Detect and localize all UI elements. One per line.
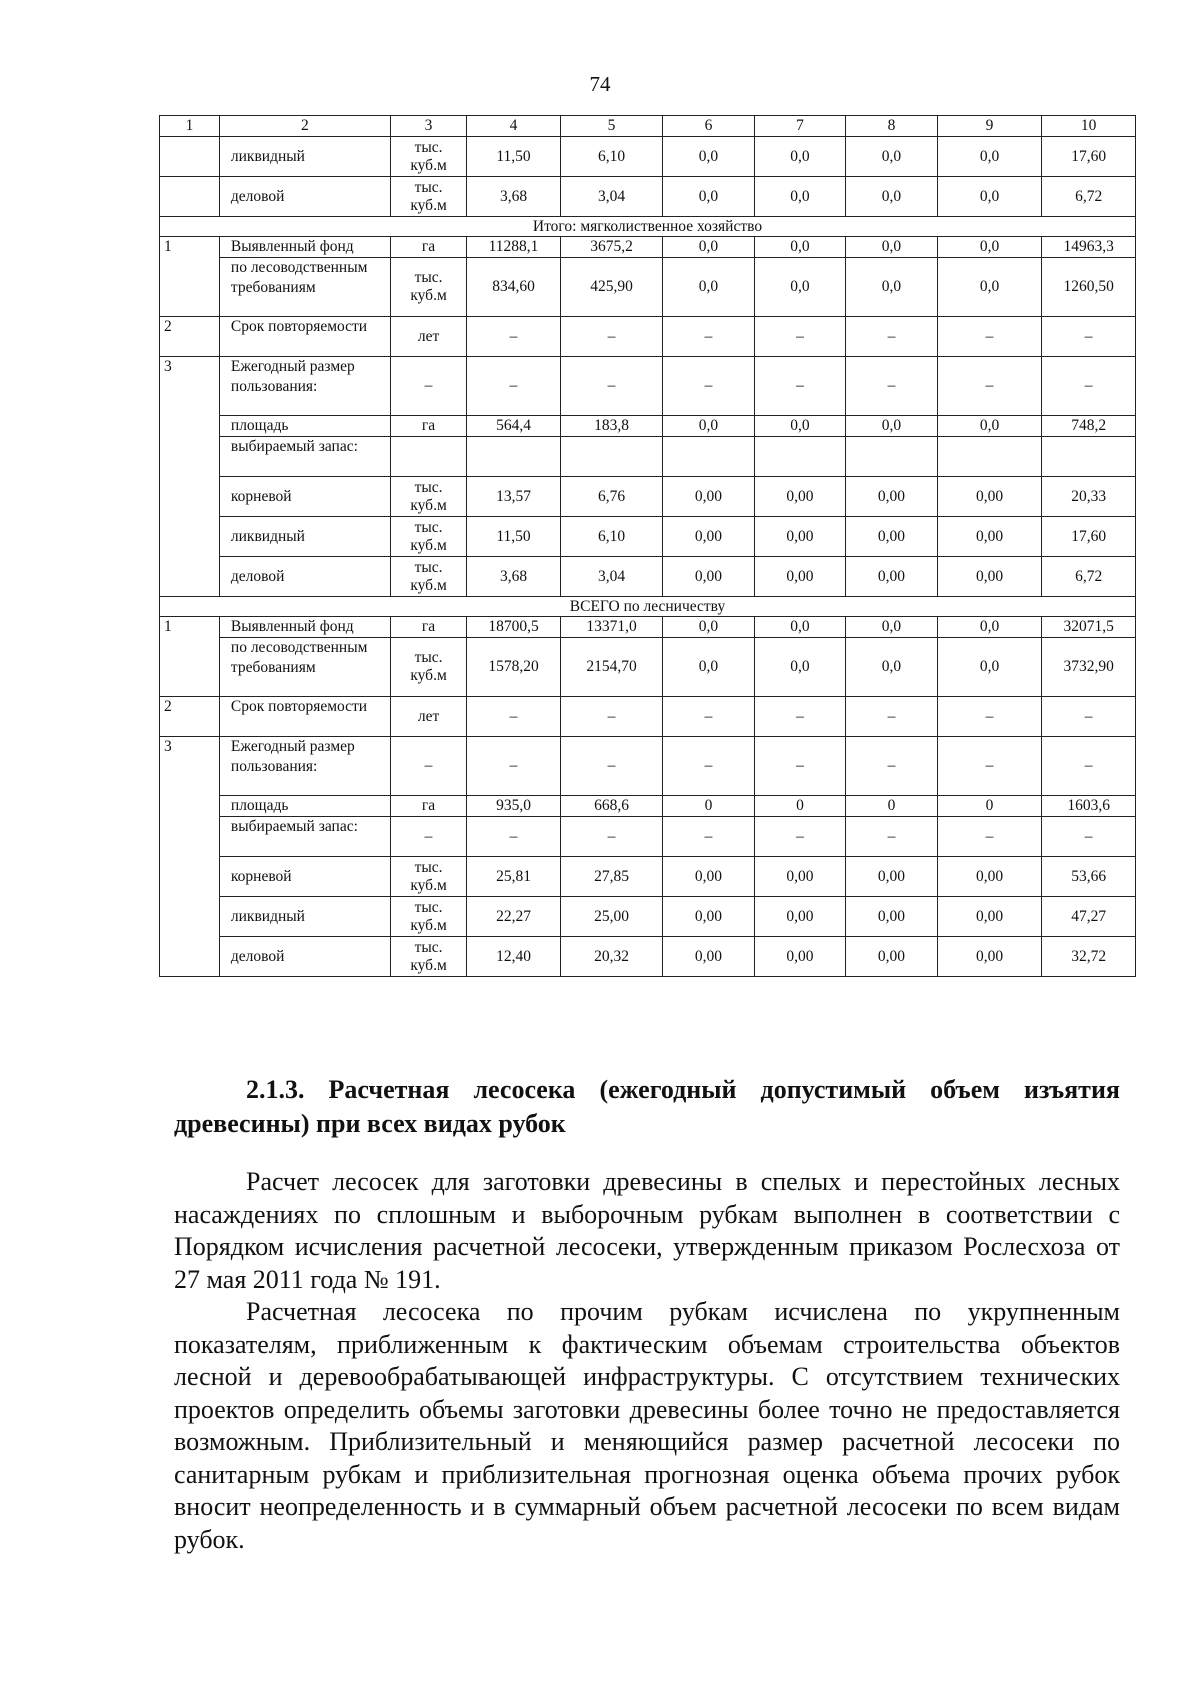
table-cell: 0,00	[663, 897, 755, 937]
table-cell: –	[663, 817, 755, 857]
table-cell: 0,0	[663, 258, 755, 317]
table-cell: 6,10	[560, 517, 662, 557]
table-cell: 0,00	[937, 857, 1042, 897]
table-row	[160, 796, 1136, 817]
table-cell	[467, 437, 561, 477]
table-row	[160, 697, 1136, 737]
table-cell: 3,04	[560, 557, 662, 597]
table-cell: 0,00	[663, 477, 755, 517]
table-cell: 0,00	[937, 897, 1042, 937]
table-cell: 0,00	[754, 557, 846, 597]
table-cell: –	[560, 817, 662, 857]
unit-cell: –	[390, 737, 466, 796]
table-cell: 0,00	[846, 557, 938, 597]
unit-cell: тыс. куб.м	[390, 638, 466, 697]
page-number: 74	[589, 72, 611, 96]
table-cell: 0,00	[663, 517, 755, 557]
table-row	[160, 557, 1136, 597]
row-number-cell	[160, 137, 220, 177]
table-cell: 0,00	[846, 937, 938, 977]
table-cell: 0,00	[937, 937, 1042, 977]
table-cell: –	[1042, 357, 1136, 416]
table-cell	[1042, 437, 1136, 477]
table-cell: 25,00	[560, 897, 662, 937]
table-cell: 47,27	[1042, 897, 1136, 937]
table-cell: –	[1042, 817, 1136, 857]
row-label-cell: выбираемый запас:	[219, 817, 390, 857]
data-table	[159, 115, 1136, 977]
table-row	[160, 737, 1136, 796]
table-cell: –	[754, 357, 846, 416]
table-cell: 11,50	[467, 137, 561, 177]
column-header: 9	[937, 116, 1042, 137]
table-cell: –	[1042, 737, 1136, 796]
table-cell: 13371,0	[560, 617, 662, 638]
table-cell	[560, 437, 662, 477]
table-cell: 0,0	[754, 416, 846, 437]
unit-cell: тыс. куб.м	[390, 517, 466, 557]
table-cell: 6,10	[560, 137, 662, 177]
column-header: 5	[560, 116, 662, 137]
table-cell: 0,00	[754, 857, 846, 897]
table-cell: 668,6	[560, 796, 662, 817]
table-cell: 0,0	[754, 638, 846, 697]
unit-cell: тыс. куб.м	[390, 137, 466, 177]
row-label-cell: деловой	[219, 557, 390, 597]
table-cell: –	[467, 737, 561, 796]
table-cell: 0,00	[663, 857, 755, 897]
paragraph: Расчетная лесосека по прочим рубкам исчислена по укрупненным показателям, приближенным к фактическим объемам строительства объектов лесной и деревообрабатывающей инфраструктуры. С отсутствием технических проектов определить объемы заготовки древесины более точно не предоставляется возможным. Приблизительный и меняющийся размер расчетной лесосеки по санитарным рубкам и приблизительная прогнозная оценка объема прочих рубок вносит неопределенность и в суммарный объем расчетной лесосеки по всем видам рубок.	[174, 1297, 1120, 1554]
table-cell: 3732,90	[1042, 638, 1136, 697]
table-cell: 0,0	[846, 177, 938, 217]
table-row	[160, 897, 1136, 937]
table-cell: 0	[754, 796, 846, 817]
unit-cell: га	[390, 796, 466, 817]
row-label-cell: ликвидный	[219, 517, 390, 557]
table-cell: –	[937, 317, 1042, 357]
table-cell	[663, 437, 755, 477]
table-cell: 6,72	[1042, 557, 1136, 597]
unit-cell: тыс. куб.м	[390, 177, 466, 217]
column-header: 7	[754, 116, 846, 137]
row-label-cell: Ежегодный размер пользования:	[219, 737, 390, 796]
table-cell: –	[846, 817, 938, 857]
table-cell	[937, 437, 1042, 477]
row-label-cell: ликвидный	[219, 897, 390, 937]
table-cell: 53,66	[1042, 857, 1136, 897]
table-cell: 3,68	[467, 177, 561, 217]
table-cell: 17,60	[1042, 137, 1136, 177]
table-cell: 0,00	[846, 477, 938, 517]
table-cell: –	[846, 737, 938, 796]
table-cell: 183,8	[560, 416, 662, 437]
table-cell: 3,04	[560, 177, 662, 217]
row-number-cell: 1	[160, 237, 220, 317]
table-cell: 20,33	[1042, 477, 1136, 517]
row-label-cell: Срок повторяемости	[219, 697, 390, 737]
table-cell: 0,0	[663, 177, 755, 217]
table-cell: 11288,1	[467, 237, 561, 258]
table-cell: 0,00	[937, 477, 1042, 517]
table-cell	[754, 437, 846, 477]
table-row	[160, 357, 1136, 416]
table-row	[160, 437, 1136, 477]
unit-cell: лет	[390, 697, 466, 737]
table-cell: 0,0	[846, 137, 938, 177]
unit-cell: тыс. куб.м	[390, 258, 466, 317]
table-cell: 27,85	[560, 857, 662, 897]
body-text	[174, 1166, 1120, 1556]
table-cell: 748,2	[1042, 416, 1136, 437]
table-cell: –	[754, 817, 846, 857]
table-cell: 1578,20	[467, 638, 561, 697]
row-label-cell: Выявленный фонд	[219, 237, 390, 258]
table-cell: 0,0	[846, 416, 938, 437]
table-row	[160, 137, 1136, 177]
table-cell: 22,27	[467, 897, 561, 937]
table-row	[160, 617, 1136, 638]
table-cell: –	[467, 817, 561, 857]
section-title-row	[160, 597, 1136, 617]
section-title: Итого: мягколиственное хозяйство	[160, 217, 1136, 237]
column-header: 6	[663, 116, 755, 137]
table-cell: 0,0	[937, 237, 1042, 258]
table-cell: 425,90	[560, 258, 662, 317]
table-row	[160, 638, 1136, 697]
unit-cell: тыс. куб.м	[390, 937, 466, 977]
table-row	[160, 477, 1136, 517]
table-cell: –	[560, 317, 662, 357]
row-label-cell: корневой	[219, 477, 390, 517]
table-cell: –	[754, 697, 846, 737]
table-cell: 0,0	[754, 258, 846, 317]
unit-cell: тыс. куб.м	[390, 857, 466, 897]
table-cell: –	[846, 357, 938, 416]
table-cell: 13,57	[467, 477, 561, 517]
table-cell: –	[937, 357, 1042, 416]
column-header: 10	[1042, 116, 1136, 137]
table-row	[160, 237, 1136, 258]
table-cell: –	[937, 737, 1042, 796]
row-label-cell: Выявленный фонд	[219, 617, 390, 638]
table-cell: –	[937, 817, 1042, 857]
table-cell: 1260,50	[1042, 258, 1136, 317]
table-cell: 0,0	[663, 237, 755, 258]
table-cell: –	[663, 357, 755, 416]
table-cell: –	[560, 357, 662, 416]
table-row	[160, 817, 1136, 857]
row-label-cell: корневой	[219, 857, 390, 897]
table-row	[160, 177, 1136, 217]
table-cell: 0,0	[937, 638, 1042, 697]
row-number-cell: 3	[160, 357, 220, 597]
table-cell: 0	[663, 796, 755, 817]
table-cell: 2154,70	[560, 638, 662, 697]
table-cell: 0,0	[846, 237, 938, 258]
table-cell: 0,0	[663, 416, 755, 437]
row-label-cell: Срок повторяемости	[219, 317, 390, 357]
table-cell: 0,0	[846, 617, 938, 638]
unit-cell: –	[390, 357, 466, 416]
table-cell: –	[467, 697, 561, 737]
column-header: 3	[390, 116, 466, 137]
row-label-cell: ликвидный	[219, 137, 390, 177]
table-cell: –	[1042, 317, 1136, 357]
unit-cell: тыс. куб.м	[390, 897, 466, 937]
table-cell: –	[937, 697, 1042, 737]
row-number-cell: 2	[160, 317, 220, 357]
table-cell: 0	[937, 796, 1042, 817]
table-cell: –	[663, 697, 755, 737]
row-label-cell: деловой	[219, 177, 390, 217]
row-label-cell: по лесоводственным требованиям	[219, 638, 390, 697]
table-cell: 0,0	[754, 617, 846, 638]
table-cell: 0,00	[754, 937, 846, 977]
table-cell: 0,0	[937, 137, 1042, 177]
table-cell: 6,76	[560, 477, 662, 517]
row-label-cell: деловой	[219, 937, 390, 977]
table-cell: –	[467, 317, 561, 357]
table-cell: 1603,6	[1042, 796, 1136, 817]
row-label-cell: площадь	[219, 796, 390, 817]
unit-cell: га	[390, 617, 466, 638]
table-cell: 0,0	[937, 258, 1042, 317]
table-cell: –	[754, 317, 846, 357]
table-cell: 32,72	[1042, 937, 1136, 977]
unit-cell: лет	[390, 317, 466, 357]
row-label-cell: выбираемый запас:	[219, 437, 390, 477]
table-cell: 0	[846, 796, 938, 817]
table-cell: 0,0	[846, 638, 938, 697]
column-header: 4	[467, 116, 561, 137]
row-number-cell: 1	[160, 617, 220, 697]
table-row	[160, 857, 1136, 897]
paragraph: Расчет лесосек для заготовки древесины в спелых и перестойных лесных насаждениях по сплошным и выборочным рубкам выполнен в соответствии с Порядком исчисления расчетной лесосеки, утвержденным приказом Рослесхоза от 27 мая 2011 года № 191.	[174, 1167, 1120, 1294]
table-cell: 0,0	[937, 617, 1042, 638]
table-cell: –	[663, 737, 755, 796]
table-cell: –	[467, 357, 561, 416]
column-header: 8	[846, 116, 938, 137]
table-cell: 3,68	[467, 557, 561, 597]
section-title: ВСЕГО по лесничеству	[160, 597, 1136, 617]
unit-cell: тыс. куб.м	[390, 477, 466, 517]
row-label-cell: Ежегодный размер пользования:	[219, 357, 390, 416]
table-cell: –	[846, 317, 938, 357]
table-cell: 0,00	[846, 897, 938, 937]
table-cell: –	[560, 697, 662, 737]
row-number-cell: 2	[160, 697, 220, 737]
table-cell: 20,32	[560, 937, 662, 977]
table-cell: 11,50	[467, 517, 561, 557]
table-row	[160, 317, 1136, 357]
table-cell: 18700,5	[467, 617, 561, 638]
table-cell: 17,60	[1042, 517, 1136, 557]
table-row	[160, 517, 1136, 557]
table-cell: 935,0	[467, 796, 561, 817]
unit-cell: тыс. куб.м	[390, 557, 466, 597]
row-number-cell	[160, 177, 220, 217]
table-cell: 25,81	[467, 857, 561, 897]
unit-cell: –	[390, 817, 466, 857]
table-cell: 0,0	[754, 177, 846, 217]
table-cell: 0,0	[754, 137, 846, 177]
unit-cell: га	[390, 237, 466, 258]
row-label-cell: по лесоводственным требованиям	[219, 258, 390, 317]
unit-cell	[390, 437, 466, 477]
table-cell	[846, 437, 938, 477]
table-cell: 0,0	[663, 137, 755, 177]
table-cell: 32071,5	[1042, 617, 1136, 638]
table-cell: 0,00	[754, 517, 846, 557]
table-cell: 0,00	[846, 857, 938, 897]
table-cell: –	[663, 317, 755, 357]
table-header-row	[160, 116, 1136, 137]
row-label-cell: площадь	[219, 416, 390, 437]
table-cell: 0,0	[754, 237, 846, 258]
table-cell: 0,0	[846, 258, 938, 317]
table-cell: 12,40	[467, 937, 561, 977]
table-cell: 0,00	[937, 517, 1042, 557]
table-cell: 0,0	[663, 617, 755, 638]
table-cell: 3675,2	[560, 237, 662, 258]
table-cell: 0,00	[754, 897, 846, 937]
section-title-row	[160, 217, 1136, 237]
table-cell: 6,72	[1042, 177, 1136, 217]
table-cell: –	[846, 697, 938, 737]
table-cell: –	[754, 737, 846, 796]
column-header: 2	[219, 116, 390, 137]
table-row	[160, 937, 1136, 977]
row-number-cell: 3	[160, 737, 220, 977]
table-row	[160, 258, 1136, 317]
section-heading: 2.1.3. Расчетная лесосека (ежегодный допустимый объем изъятия древесины) при всех видах рубок	[174, 1075, 1120, 1138]
table-cell: –	[560, 737, 662, 796]
table-cell: 0,00	[754, 477, 846, 517]
table-cell: 0,00	[846, 517, 938, 557]
table-cell: 0,0	[663, 638, 755, 697]
table-cell: 834,60	[467, 258, 561, 317]
table-cell: –	[1042, 697, 1136, 737]
table-cell: 0,00	[937, 557, 1042, 597]
table-cell: 564,4	[467, 416, 561, 437]
unit-cell: га	[390, 416, 466, 437]
table-cell: 0,0	[937, 177, 1042, 217]
table-cell: 0,0	[937, 416, 1042, 437]
table-body	[160, 116, 1136, 977]
table-row	[160, 416, 1136, 437]
table-cell: 14963,3	[1042, 237, 1136, 258]
table-cell: 0,00	[663, 557, 755, 597]
table-cell: 0,00	[663, 937, 755, 977]
column-header: 1	[160, 116, 220, 137]
